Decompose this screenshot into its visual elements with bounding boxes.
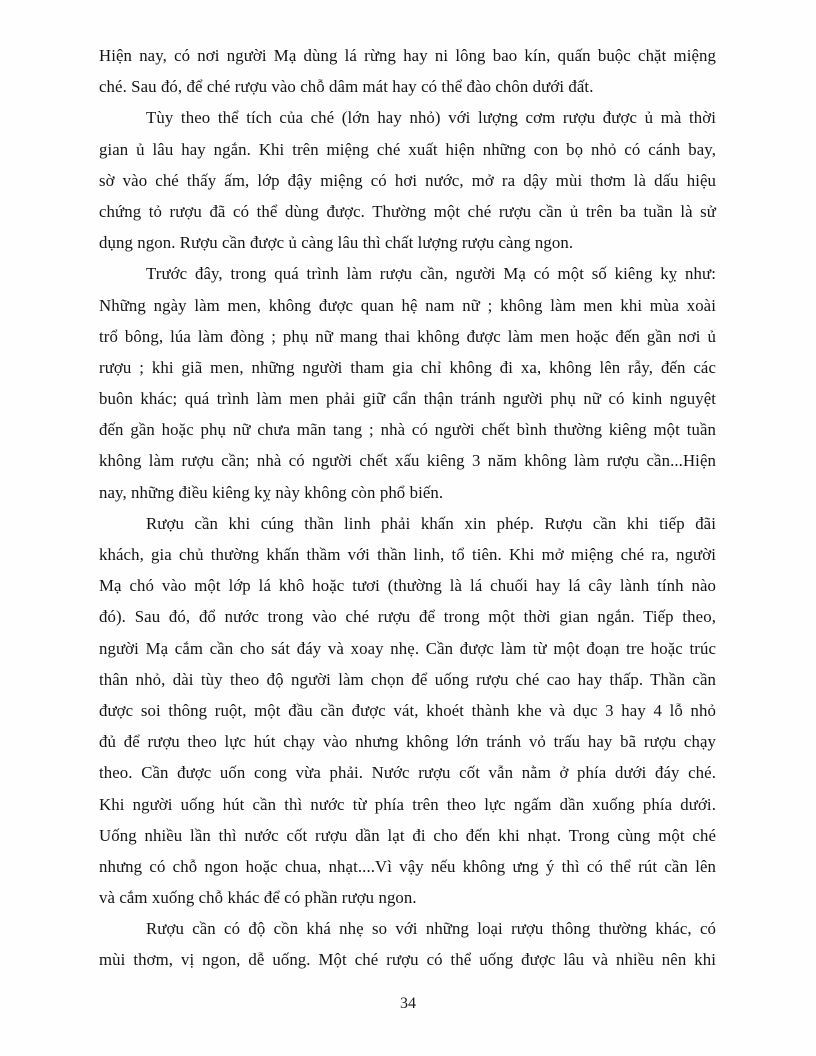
text-line: gian ủ lâu hay ngắn. Khi trên miệng ché xuất hiện những con bọ nhỏ có cánh bay, <box>99 139 716 159</box>
text-line: chứng tỏ rượu đã có thể dùng được. Thường một ché rượu cần ủ trên ba tuần là sử <box>99 201 716 221</box>
text-line: người Mạ cắm cần cho sát đáy và xoay nhẹ. Cần được làm từ một đoạn tre hoặc trúc <box>99 638 716 658</box>
text-line: rượu ; khi giã men, những người tham gia chỉ không đi xa, không lên rẫy, đến các <box>99 357 716 377</box>
text-line: mùi thơm, vị ngon, dễ uống. Một ché rượu có thể uống được lâu và nhiều nên khi <box>99 950 716 970</box>
page-body-text <box>99 40 716 976</box>
text-line: đủ để rượu theo lực hút chạy vào nhưng không lớn tránh vỏ trấu hay bã rượu chạy <box>99 732 716 752</box>
text-line: sờ vào ché thấy ấm, lớp đậy miệng có hơi nước, mở ra dậy mùi thơm là dấu hiệu <box>99 170 716 190</box>
text-line: thân nhỏ, dài tùy theo độ người làm chọn để uống rượu ché cao hay thấp. Thần cần <box>99 669 716 689</box>
paragraph <box>99 913 716 975</box>
paragraph <box>99 258 716 508</box>
text-line: trổ bông, lúa làm đòng ; phụ nữ mang thai không được làm men hoặc đến gần nơi ủ <box>99 326 716 346</box>
paragraph <box>99 40 716 102</box>
text-line: Mạ chó vào một lớp lá khô hoặc tươi (thường là lá chuối hay lá cây lành tính nào <box>99 576 716 596</box>
text-line: Những ngày làm men, không được quan hệ nam nữ ; không làm men khi mùa xoài <box>99 295 716 315</box>
text-line: khách, gia chủ thường khấn thầm với thần linh, tổ tiên. Khi mở miệng ché ra, người <box>99 545 716 564</box>
text-line: Khi người uống hút cần thì nước từ phía trên theo lực ngấm dần xuống phía dưới. <box>99 794 716 814</box>
text-line: buôn khác; quá trình làm men phải giữ cẩn thận tránh người phụ nữ có kinh nguyệt <box>99 389 716 409</box>
paragraph <box>99 102 716 258</box>
text-line: Rượu cần khi cúng thần linh phải khấn xin phép. Rượu cần khi tiếp đãi <box>146 513 716 533</box>
text-line: nhưng có chỗ ngon hoặc chua, nhạt....Vì vậy nếu không ưng ý thì có thể rút cần lên <box>99 856 716 876</box>
paragraph <box>99 508 716 913</box>
text-line: được soi thông ruột, một đầu cần được vát, khoét thành khe và dục 3 hay 4 lỗ nhỏ <box>99 700 716 720</box>
text-line: đến gần hoặc phụ nữ chưa mãn tang ; nhà có người chết bình thường kiêng một tuần <box>99 420 716 440</box>
text-line: đó). Sau đó, đổ nước trong vào ché rượu để trong một thời gian ngắn. Tiếp theo, <box>99 607 716 627</box>
text-line: Hiện nay, có nơi người Mạ dùng lá rừng hay ni lông bao kín, quấn buộc chặt miệng <box>99 46 716 65</box>
text-line: Rượu cần có độ cồn khá nhẹ so với những loại rượu thông thường khác, có <box>146 919 716 939</box>
text-line: dụng ngon. Rượu cần được ủ càng lâu thì chất lượng rượu càng ngon. <box>99 233 574 253</box>
text-line: Tùy theo thể tích của ché (lớn hay nhỏ) với lượng cơm rượu được ủ mà thời <box>146 108 716 128</box>
text-line: nay, những điều kiêng kỵ này không còn phổ biến. <box>99 482 444 502</box>
text-line: và cắm xuống chỗ khác để có phần rượu ngon. <box>99 888 417 908</box>
text-line: Uống nhiều lần thì nước cốt rượu dần lạt đi cho đến khi nhạt. Trong cùng một ché <box>99 825 716 845</box>
text-line: theo. Cần được uốn cong vừa phải. Nước rượu cốt vẫn nằm ở phía dưới đáy ché. <box>99 763 716 783</box>
text-line: ché. Sau đó, để ché rượu vào chỗ dâm mát hay có thể đào chôn dưới đất. <box>99 77 594 97</box>
page-number: 34 <box>400 995 416 1012</box>
text-line: Trước đây, trong quá trình làm rượu cần, người Mạ có một số kiêng kỵ như: <box>146 264 716 284</box>
text-line: không làm rượu cần; nhà có người chết xấu kiêng 3 năm không làm rượu cần...Hiện <box>99 451 716 471</box>
